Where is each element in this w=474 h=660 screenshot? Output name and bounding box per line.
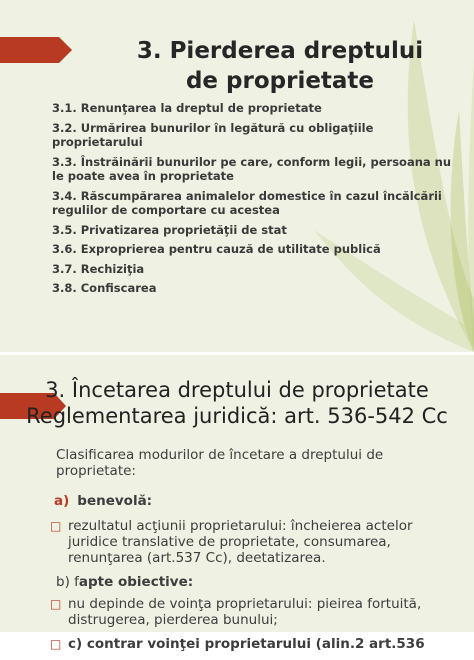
bullet-item (50, 596, 466, 628)
bullet-text: nu depinde de voinţa proprietarului: pieirea fortuită, distrugerea, pierderea bunului; (68, 596, 422, 628)
heading-label: apte obiective: (78, 574, 194, 590)
bullet-icon: □ (50, 597, 62, 611)
title-line-2: de proprietate (185, 68, 375, 94)
accent-arrow-icon (0, 37, 72, 63)
list-item: 3.6. Exproprierea pentru cauză de utilitate publică (52, 242, 381, 256)
slide-incetarea (0, 355, 474, 652)
bullet-item (50, 518, 466, 566)
list-item: 3.7. Rechiziţia (52, 261, 145, 276)
item-marker: b) f (56, 574, 79, 590)
list-item: 3.4. Răscumpărarea animalelor domestice în cazul încălcării regulilor de comportare cu acestea (52, 188, 442, 217)
intro-text: Clasificarea modurilor de încetare a dreptului de proprietate: (56, 447, 384, 479)
topics-list (52, 101, 464, 301)
list-item: 3.3. Înstrăinării bunurilor pe care, conform legii, persoana nu le poate avea în proprietate (52, 154, 452, 183)
list-item: 3.8. Confiscarea (52, 281, 157, 295)
bullet-text: rezultatul acţiunii proprietarului: încheierea actelor juridice translative de proprietate, consumarea, renunţarea (art.537 Cc), deetatizarea. (68, 518, 413, 566)
title-line-2: Reglementarea juridică: art. 536-542 Cc (26, 404, 448, 428)
item-marker: a) (54, 493, 70, 509)
bullet-icon: □ (50, 519, 62, 533)
bullet-text: c) contrar voinţei proprietarului (alin.2 art.536 (68, 636, 425, 652)
bullet-item (50, 636, 466, 652)
slide-body (50, 447, 466, 660)
list-item: 3.5. Privatizarea proprietăţii de stat (52, 222, 287, 237)
heading-benevola (54, 493, 466, 509)
heading-fapte-obiective (56, 574, 466, 590)
heading-label: benevolă: (77, 493, 153, 509)
list-item: 3.2. Urmărirea bunurilor în legătură cu obligaţiile proprietarului (52, 120, 374, 149)
slide-title (90, 36, 470, 96)
list-item: 3.1. Renunţarea la dreptul de proprietate (52, 101, 322, 115)
title-line-1: 3. Încetarea dreptului de proprietate (45, 378, 429, 402)
title-line-1: 3. Pierderea dreptului (136, 38, 424, 64)
slide-title (0, 377, 474, 429)
bullet-icon: □ (50, 637, 62, 651)
